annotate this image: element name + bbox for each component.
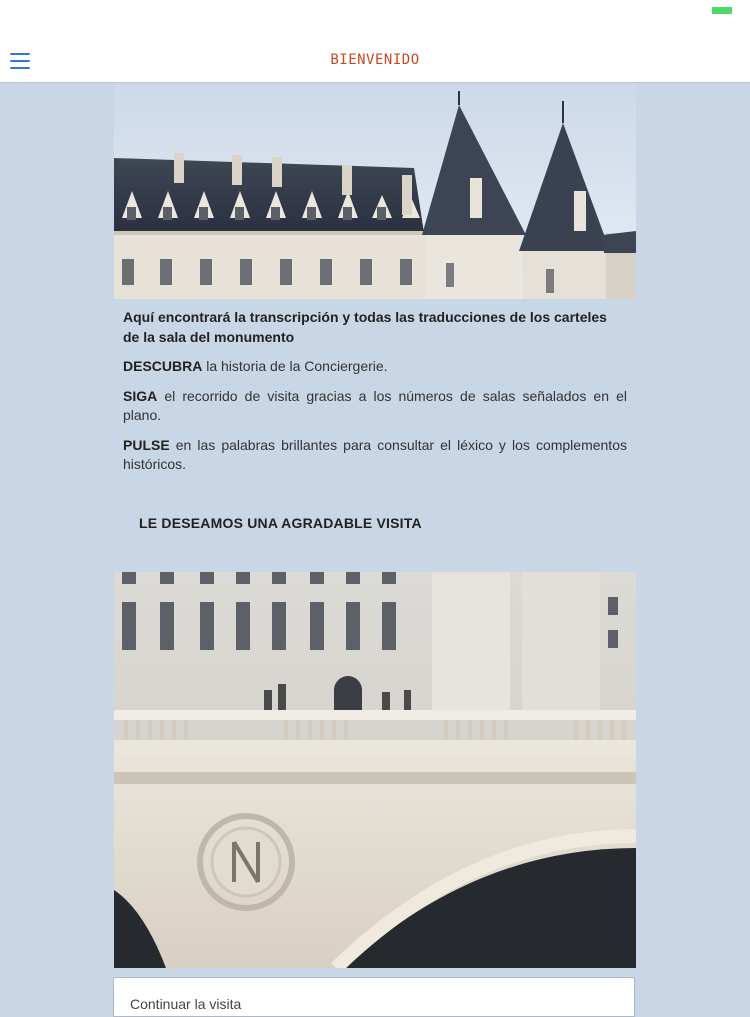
keyword-pulse: PULSE [123, 436, 170, 453]
instruction-text: la historia de la Conciergerie. [202, 358, 388, 374]
status-bar [0, 0, 750, 40]
bridge-photo [114, 572, 636, 968]
intro-text-block [123, 308, 627, 485]
instruction-discover [123, 357, 627, 377]
instruction-follow [123, 387, 627, 426]
keyword-siga: SIGA [123, 387, 158, 404]
intro-text: Aquí encontrará la transcripción y todas las traducciones de los carteles de la sala del monumento [123, 309, 607, 345]
page-title: BIENVENIDO [330, 52, 420, 68]
continue-visit-button[interactable] [113, 977, 635, 1017]
continue-visit-label: Continuar la visita [130, 996, 242, 1012]
instruction-text: el recorrido de visita gracias a los números de salas señalados en el plano. [123, 387, 627, 423]
battery-icon [712, 7, 732, 14]
closing-message: LE DESEAMOS UNA AGRADABLE VISITA [139, 515, 422, 531]
keyword-descubra: DESCUBRA [123, 358, 203, 374]
instruction-tap [123, 436, 627, 475]
instruction-text: en las palabras brillantes para consultar el léxico y los complementos históricos. [123, 436, 627, 472]
hero-image-conciergerie [114, 83, 636, 299]
nav-bar [0, 40, 750, 83]
